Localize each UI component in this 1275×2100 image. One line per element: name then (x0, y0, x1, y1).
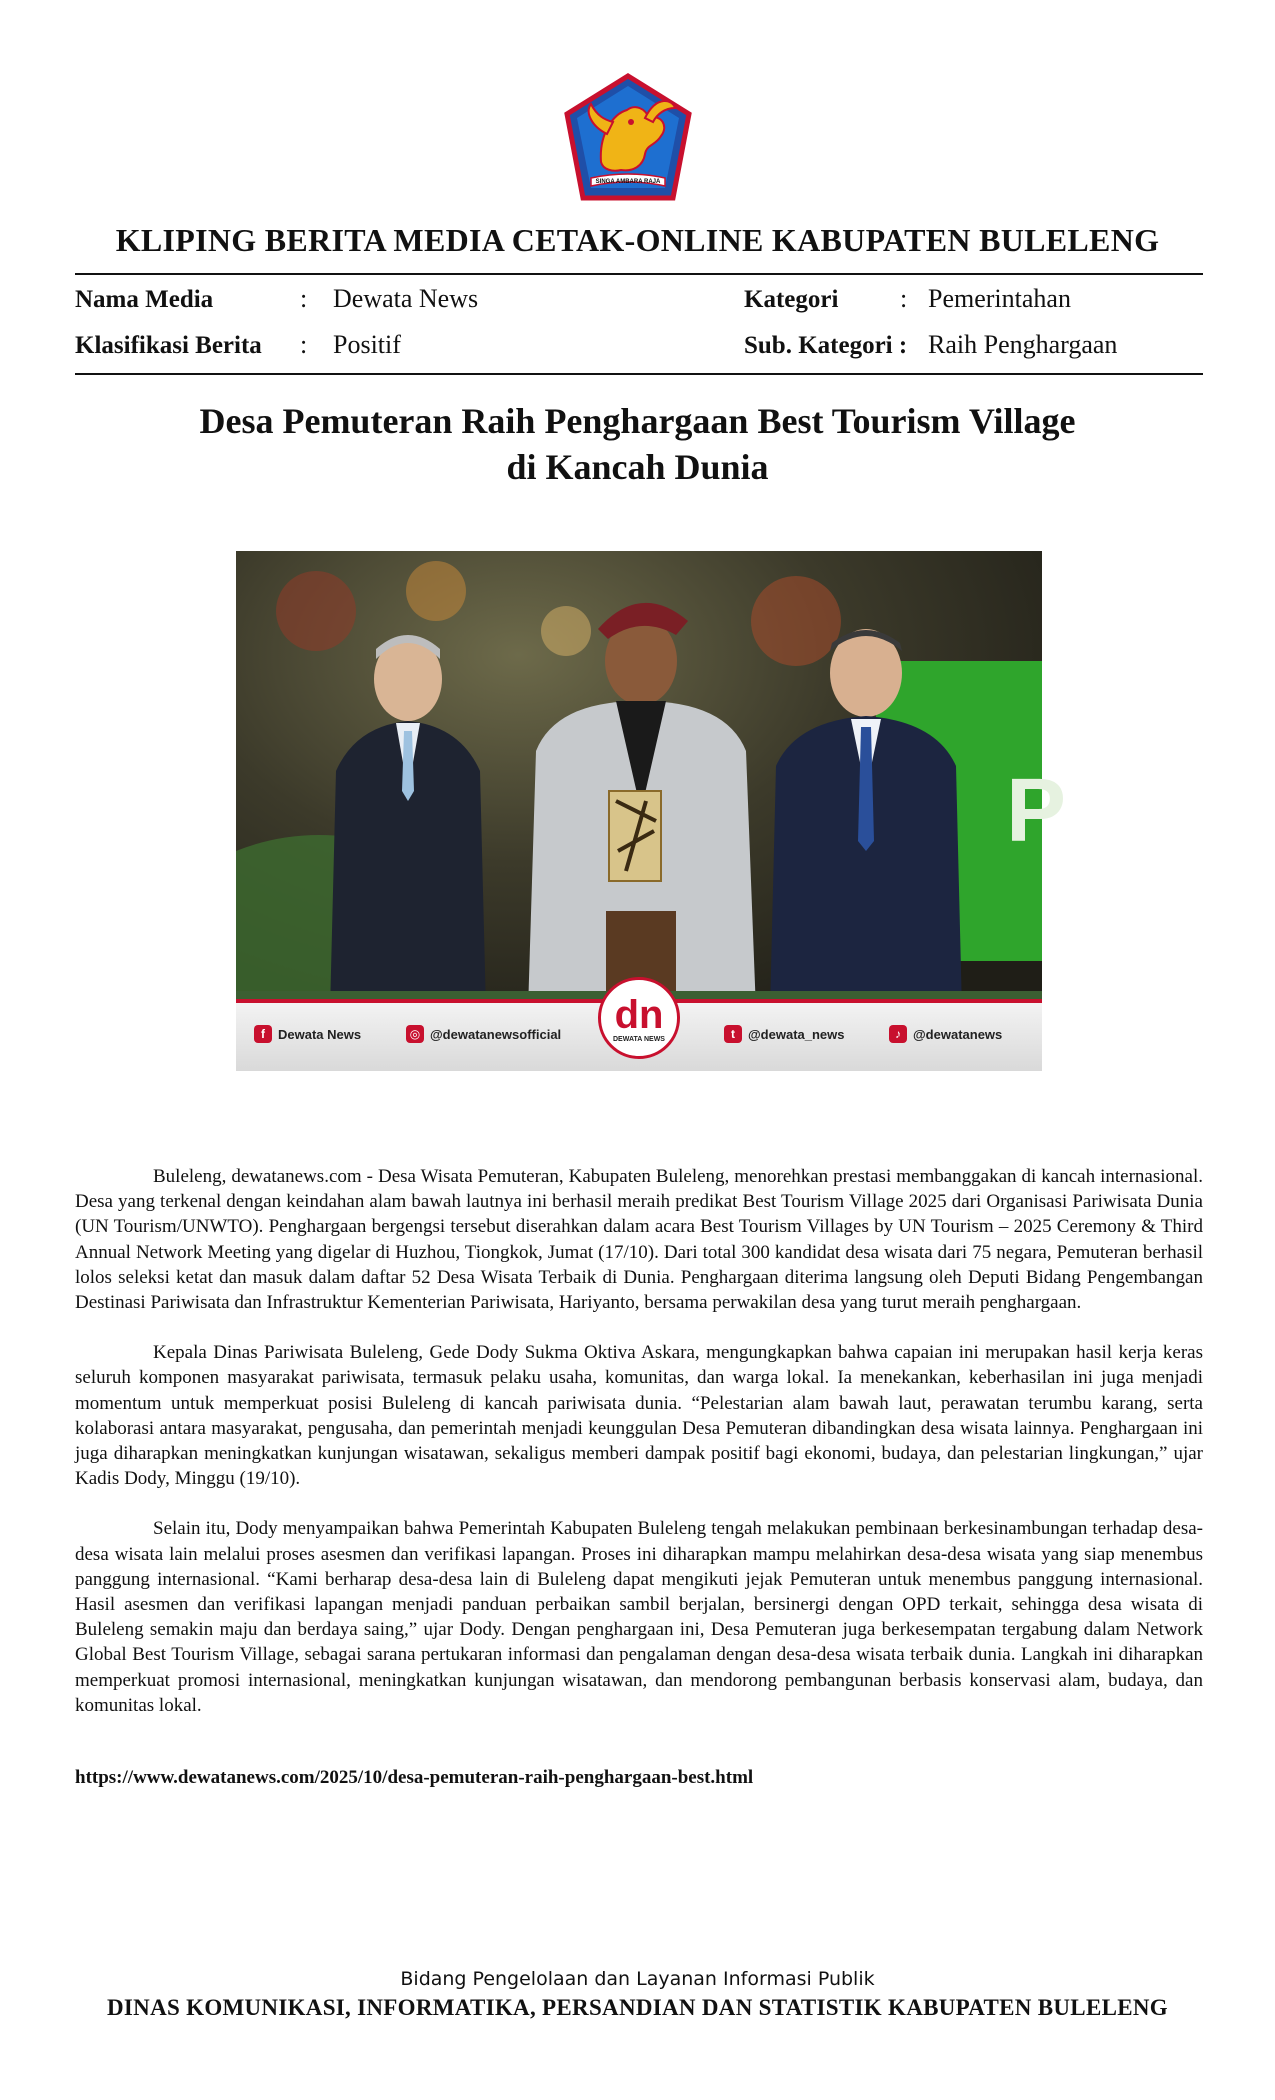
article-photo (236, 551, 1067, 1071)
kategori-colon: : (900, 284, 908, 313)
instagram-label: @dewatanewsofficial (430, 1026, 562, 1042)
bottom-divider (75, 373, 1203, 375)
svg-text:P: P (1006, 761, 1067, 861)
tiktok-label: @dewatanews (913, 1026, 1003, 1042)
paragraph-3: Selain itu, Dody menyampaikan bahwa Pemerintah Kabupaten Buleleng tengah melakukan pembinaan berkesinambungan terhadap desa-desa wisata lain melalui proses asesmen dan verifikasi lapangan. Proses ini diharapkan mampu melahirkan desa-desa wisata yang siap menembus panggung internasional. “Kami berharap desa-desa lain di Buleleng dapat mengikuti jejak Pemuteran untuk menembus panggung internasional. Hasil asesmen dan verifikasi lapangan menjadi panduan perbaikan sambil berjalan, bersinergi dengan OPD terkait, sehingga desa wisata di Buleleng semakin maju dan berdaya saing,” ujar Dody. Dengan penghargaan ini, Desa Pemuteran juga berkesempatan tergabung dalam Network Global Best Tourism Village, sebagai sarana pertukaran informasi dan pengalaman dengan desa-desa wisata terbaik dunia. Langkah ini diharapkan memperkuat promosi internasional, meningkatkan kunjungan wisatawan, dan mendorong pembangunan berbasis konservasi alam, budaya, dan komunitas lokal. (75, 1518, 1203, 1716)
social-banner (236, 993, 1042, 1071)
media-value: Dewata News (333, 284, 479, 313)
singa-ambara-raja-emblem (561, 74, 696, 202)
headline-line-1: Desa Pemuteran Raih Penghargaan Best Tourism Village (199, 401, 1076, 441)
klasifikasi-colon: : (300, 330, 308, 359)
social-twitter[interactable] (724, 1025, 845, 1043)
subkategori-label: Sub. Kategori : (744, 332, 908, 359)
top-divider (75, 273, 1203, 275)
klasifikasi-value: Positif (333, 330, 401, 359)
facebook-label: Dewata News (278, 1026, 362, 1042)
facebook-icon: f (254, 1025, 272, 1043)
klasifikasi-label: Klasifikasi Berita (75, 332, 262, 359)
instagram-icon: ◎ (406, 1025, 424, 1043)
subkategori-value: Raih Penghargaan (928, 330, 1118, 359)
document-title: KLIPING BERITA MEDIA CETAK-ONLINE KABUPATEN BULELENG (115, 222, 1160, 258)
source-url[interactable]: https://www.dewatanews.com/2025/10/desa-pemuteran-raih-penghargaan-best.html (75, 1767, 754, 1788)
media-colon: : (300, 284, 308, 313)
article-body (75, 1164, 1203, 1743)
twitter-label: @dewata_news (748, 1026, 845, 1042)
headline-line-2: di Kancah Dunia (506, 447, 769, 487)
social-instagram[interactable] (406, 1025, 561, 1043)
social-tiktok[interactable] (889, 1025, 1002, 1043)
media-label: Nama Media (75, 286, 214, 313)
logo-mark: dn (614, 993, 664, 1037)
footer-agency: DINAS KOMUNIKASI, INFORMATIKA, PERSANDIAN DAN STATISTIK KABUPATEN BULELENG (107, 1995, 1168, 2020)
article-headline (0, 398, 1275, 490)
tiktok-icon: ♪ (889, 1025, 907, 1043)
social-facebook[interactable] (254, 1025, 361, 1043)
logo-caption: DEWATA NEWS (613, 1036, 665, 1043)
emblem-text: SINGA AMBARA RAJA (595, 179, 661, 185)
paragraph-2: Kepala Dinas Pariwisata Buleleng, Gede Dody Sukma Oktiva Askara, mengungkapkan bahwa capaian ini merupakan hasil kerja keras seluruh komponen masyarakat pariwisata, termasuk pelaku usaha, komunitas, dan warga lokal. Ia menekankan, keberhasilan ini juga menjadi momentum untuk memperkuat posisi Buleleng di kancah pariwisata dunia. “Pelestarian alam bawah laut, perawatan terumbu karang, serta kolaborasi antara masyarakat, pengusaha, dan pemerintah menjadi keunggulan Desa Pemuteran dibandingkan desa wisata lainnya. Penghargaan ini juga diharapkan meningkatkan kunjungan wisatawan, sekaligus memberi dampak positif bagi ekonomi, budaya, dan pelestarian lingkungan,” ujar Kadis Dody, Minggu (19/10). (75, 1342, 1203, 1490)
kategori-label: Kategori (744, 286, 839, 313)
kategori-value: Pemerintahan (928, 284, 1071, 313)
twitter-icon: t (724, 1025, 742, 1043)
footer-department: Bidang Pengelolaan dan Layanan Informasi Publik (400, 1968, 875, 1990)
paragraph-1: Buleleng, dewatanews.com - Desa Wisata Pemuteran, Kabupaten Buleleng, menorehkan prestasi membanggakan di kancah internasional. Desa yang terkenal dengan keindahan alam bawah lautnya ini berhasil meraih predikat Best Tourism Village 2025 dari Organisasi Pariwisata Dunia (UN Tourism/UNWTO). Penghargaan bergengsi tersebut diserahkan dalam acara Best Tourism Villages by UN Tourism – 2025 Ceremony & Third Annual Network Meeting yang digelar di Huzhou, Tiongkok, Jumat (17/10). Dari total 300 kandidat desa wisata dari 75 negara, Pemuteran berhasil lolos seleksi ketat dan masuk dalam daftar 52 Desa Wisata Terbaik di Dunia. Penghargaan diterima langsung oleh Deputi Bidang Pengembangan Destinasi Pariwisata dan Infrastruktur Kementerian Pariwisata, Hariyanto, bersama perwakilan desa yang turut meraih penghargaan. (75, 1166, 1203, 1314)
dewata-news-logo (598, 977, 680, 1059)
